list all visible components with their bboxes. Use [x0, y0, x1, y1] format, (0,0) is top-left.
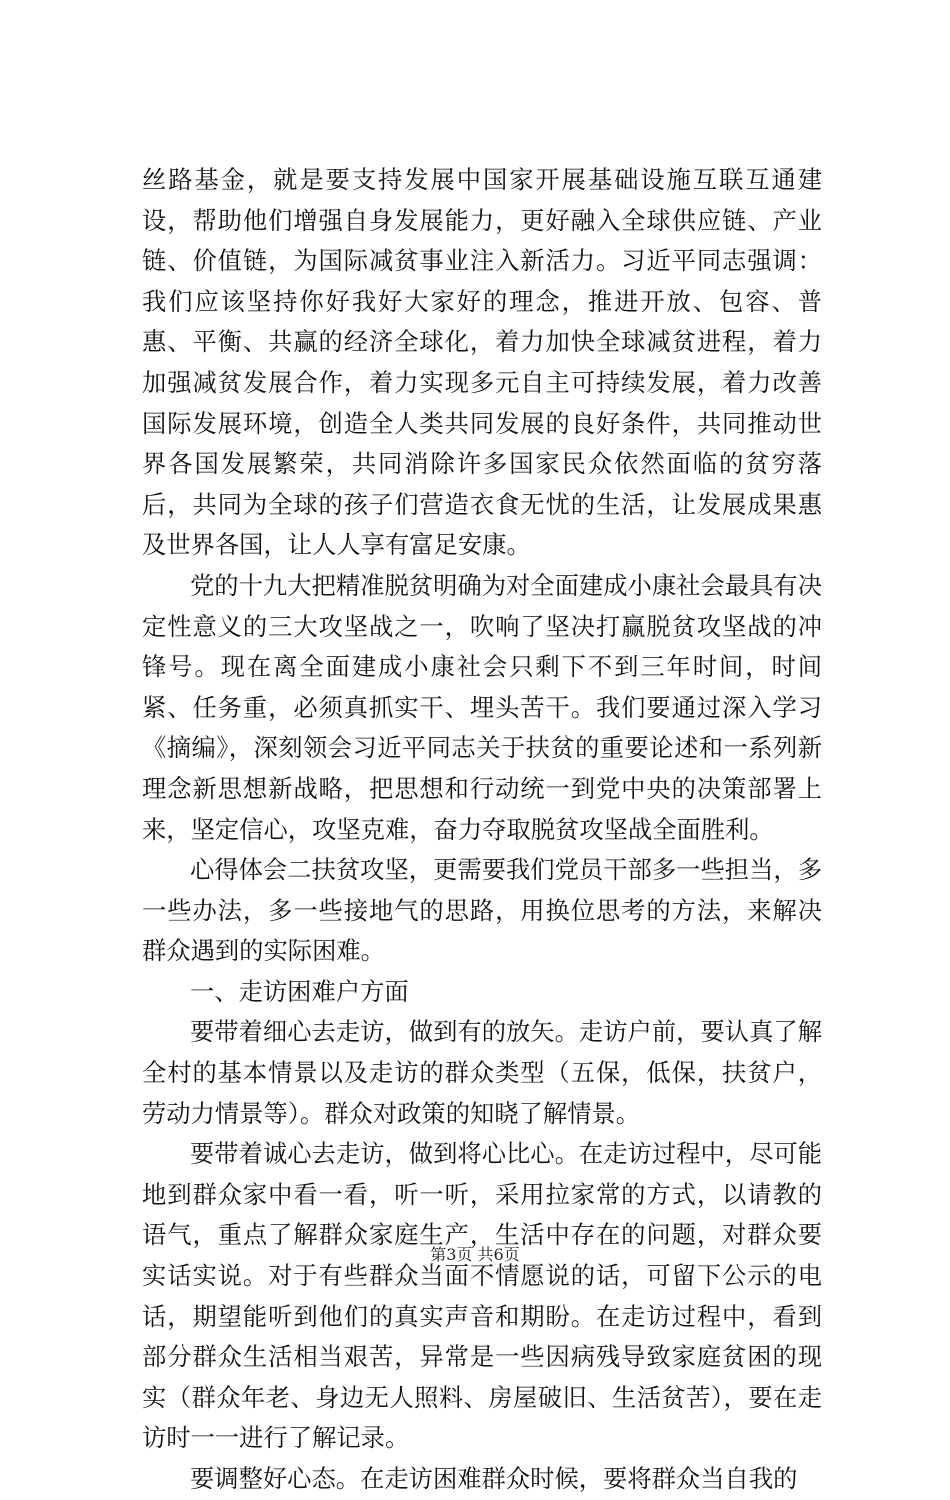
document-body [142, 160, 822, 1500]
section-heading: 一、走访困难户方面 [190, 976, 409, 1006]
page-number-footer: 第3页 共6页 [430, 1245, 520, 1264]
paragraph: 要带着细心去走访，做到有的放矢。走访户前，要认真了解全村的基本情景以及走访的群众类型（五保，低保，扶贫户，劳动力情景等）。群众对政策的知晓了解情景。 [142, 1017, 822, 1128]
paragraph: 要带着诚心去走访，做到将心比心。在走访过程中，尽可能地到群众家中看一看，听一听，采用拉家常的方式，以请教的语气，重点了解群众家庭生产，生活中存在的问题，对群众要实话实说。对于有些群众当面不情愿说的话，可留下公示的电话，期望能听到他们的真实声音和期盼。在走访过程中，看到部分群众生活相当艰苦，异常是一些因病残导致家庭贫困的现实（群众年老、身边无人照料、房屋破旧、生活贫苦），要在走访时一一进行了解记录。 [142, 1139, 822, 1453]
paragraph: 丝路基金，就是要支持发展中国家开展基础设施互联互通建设，帮助他们增强自身发展能力，更好融入全球供应链、产业链、价值链，为国际减贫事业注入新活力。习近平同志强调：我们应该坚持你好我好大家好的理念，推进开放、包容、普惠、平衡、共赢的经济全球化，着力加快全球减贫进程，着力加强减贫发展合作，着力实现多元自主可持续发展，着力改善国际发展环境，创造全人类共同发展的良好条件，共同推动世界各国发展繁荣，共同消除许多国家民众依然面临的贫穷落后，共同为全球的孩子们营造衣食无忧的生活，让发展成果惠及世界各国，让人人享有富足安康。 [142, 165, 822, 560]
paragraph: 心得体会二扶贫攻坚，更需要我们党员干部多一些担当，多一些办法，多一些接地气的思路，用换位思考的方法，来解决群众遇到的实际困难。 [142, 855, 822, 966]
paragraph: 党的十九大把精准脱贫明确为对全面建成小康社会最具有决定性意义的三大攻坚战之一，吹响了坚决打赢脱贫攻坚战的冲锋号。现在离全面建成小康社会只剩下不到三年时间，时间紧、任务重，必须真抓实干、埋头苦干。我们要通过深入学习《摘编》，深刻领会习近平同志关于扶贫的重要论述和一系列新理念新思想新战略，把思想和行动统一到党中央的决策部署上来，坚定信心，攻坚克难，奋力夺取脱贫攻坚战全面胜利。 [142, 570, 822, 844]
paragraph: 要调整好心态。在走访困难群众时候，要将群众当自我的 [190, 1464, 798, 1493]
